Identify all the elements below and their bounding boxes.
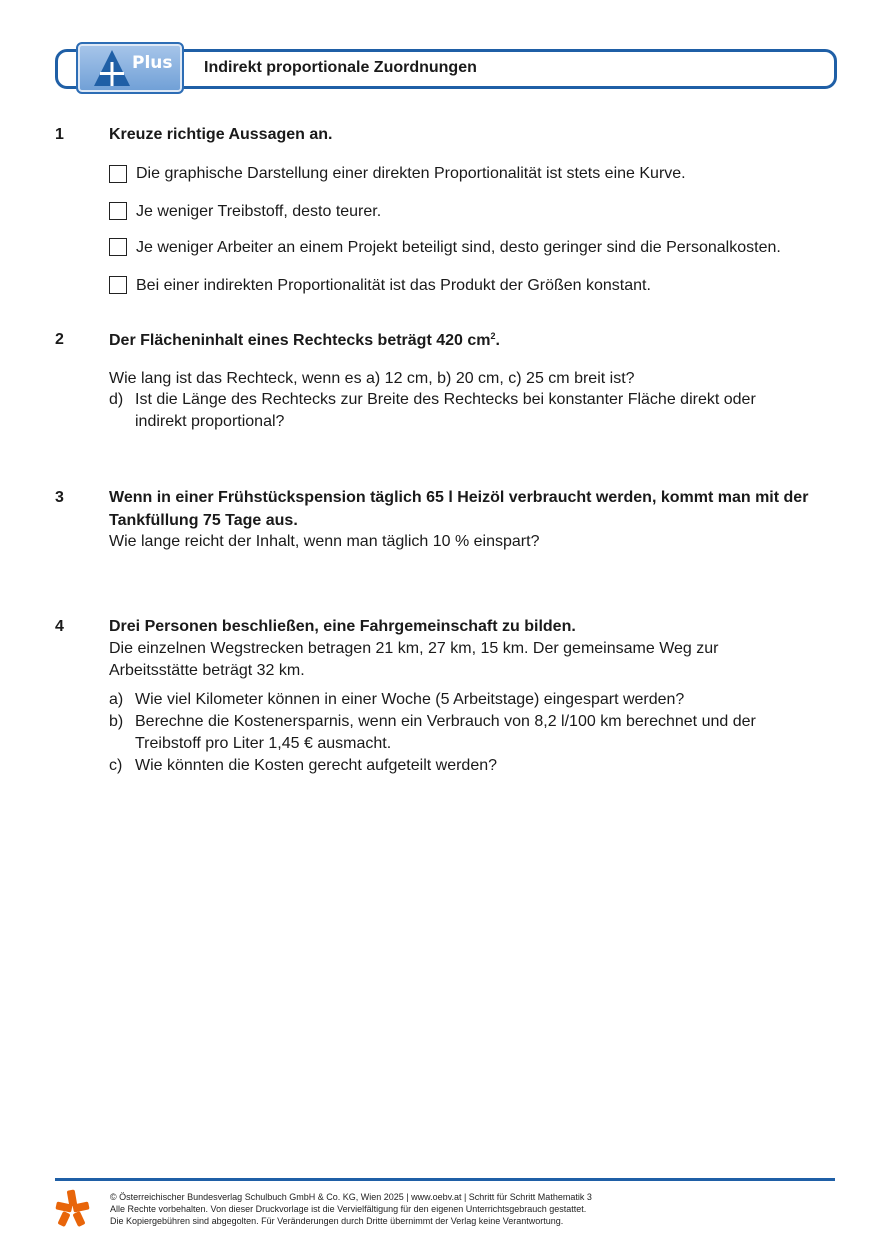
task-2-d-line-1: Ist die Länge des Rechtecks zur Breite des Rechtecks bei konstanter Fläche direkt oder [135, 391, 756, 408]
footer-copyright [110, 1191, 592, 1227]
footer-line-3: Die Kopiergebühren sind abgegolten. Für Veränderungen durch Dritte übernimmt der Verlag keine Verantwortung. [110, 1216, 564, 1226]
task-4-b-line-1: Berechne die Kostenersparnis, wenn ein Verbrauch von 8,2 l/100 km berechnet und der [135, 713, 756, 730]
plus-logo [76, 42, 184, 94]
task-4-a-text: Wie viel Kilometer können in einer Woche (5 Arbeitstage) eingespart werden? [135, 691, 685, 708]
option-4-text: Bei einer indirekten Proportionalität ist das Produkt der Größen konstant. [136, 277, 651, 294]
checkbox-option-3[interactable] [109, 238, 127, 256]
footer-line-2: Alle Rechte vorbehalten. Von dieser Druckvorlage ist die Vervielfältigung für den eigenen Unterrichtsgebrauch gestattet. [110, 1204, 587, 1214]
task-2-d-line-2: indirekt proportional? [135, 413, 285, 430]
task-3-heading-line-1: Wenn in einer Frühstückspension täglich 65 l Heizöl verbraucht werden, kommt man mit der [109, 489, 809, 506]
task-2-heading: Der Flächeninhalt eines Rechtecks beträgt 420 $cm^2$. [109, 331, 500, 349]
footer-line-1: © Österreichischer Bundesverlag Schulbuch GmbH & Co. KG, Wien 2025 | www.oebv.at | Schritt für Schritt Mathematik 3 [110, 1192, 592, 1202]
task-4-intro-line-2: Arbeitsstätte beträgt 32 km. [109, 662, 305, 679]
task-3-question: Wie lange reicht der Inhalt, wenn man täglich 10 % einspart? [109, 533, 540, 550]
task-4-c-text: Wie könnten die Kosten gerecht aufgeteilt werden? [135, 757, 498, 774]
option-1-text: Die graphische Darstellung einer direkten Proportionalität ist stets eine Kurve. [136, 165, 686, 182]
task-4-b-line-2: Treibstoff pro Liter 1,45 € ausmacht. [135, 735, 392, 752]
page-title: Indirekt proportionale Zuordnungen [204, 59, 477, 76]
task-number-1: 1 [55, 126, 64, 143]
task-3-heading-line-2: Tankfüllung 75 Tage aus. [109, 512, 298, 529]
task-number-2: 2 [55, 331, 64, 348]
task-number-4: 4 [55, 618, 64, 635]
publisher-logo-icon [54, 1188, 90, 1228]
checkbox-option-2[interactable] [109, 202, 127, 220]
task-2-d-label: d) [109, 391, 124, 408]
footer-divider [55, 1178, 835, 1181]
checkbox-option-1[interactable] [109, 165, 127, 183]
logo-text: Plus [132, 53, 173, 73]
task-4-heading: Drei Personen beschließen, eine Fahrgemeinschaft zu bilden. [109, 618, 576, 635]
triangle-logo-icon [92, 48, 132, 88]
option-2-text: Je weniger Treibstoff, desto teurer. [136, 203, 382, 220]
task-4-c-label: c) [109, 757, 123, 774]
task-2-question: Wie lang ist das Rechteck, wenn es a) 12 cm, b) 20 cm, c) 25 cm breit ist? [109, 370, 635, 387]
task-4-intro-line-1: Die einzelnen Wegstrecken betragen 21 km, 27 km, 15 km. Der gemeinsame Weg zur [109, 640, 719, 657]
task-number-3: 3 [55, 489, 64, 506]
task-4-a-label: a) [109, 691, 124, 708]
option-3-text: Je weniger Arbeiter an einem Projekt beteiligt sind, desto geringer sind die Personalkosten. [136, 239, 781, 256]
checkbox-option-4[interactable] [109, 276, 127, 294]
task-1-heading: Kreuze richtige Aussagen an. [109, 126, 333, 143]
task-4-b-label: b) [109, 713, 124, 730]
